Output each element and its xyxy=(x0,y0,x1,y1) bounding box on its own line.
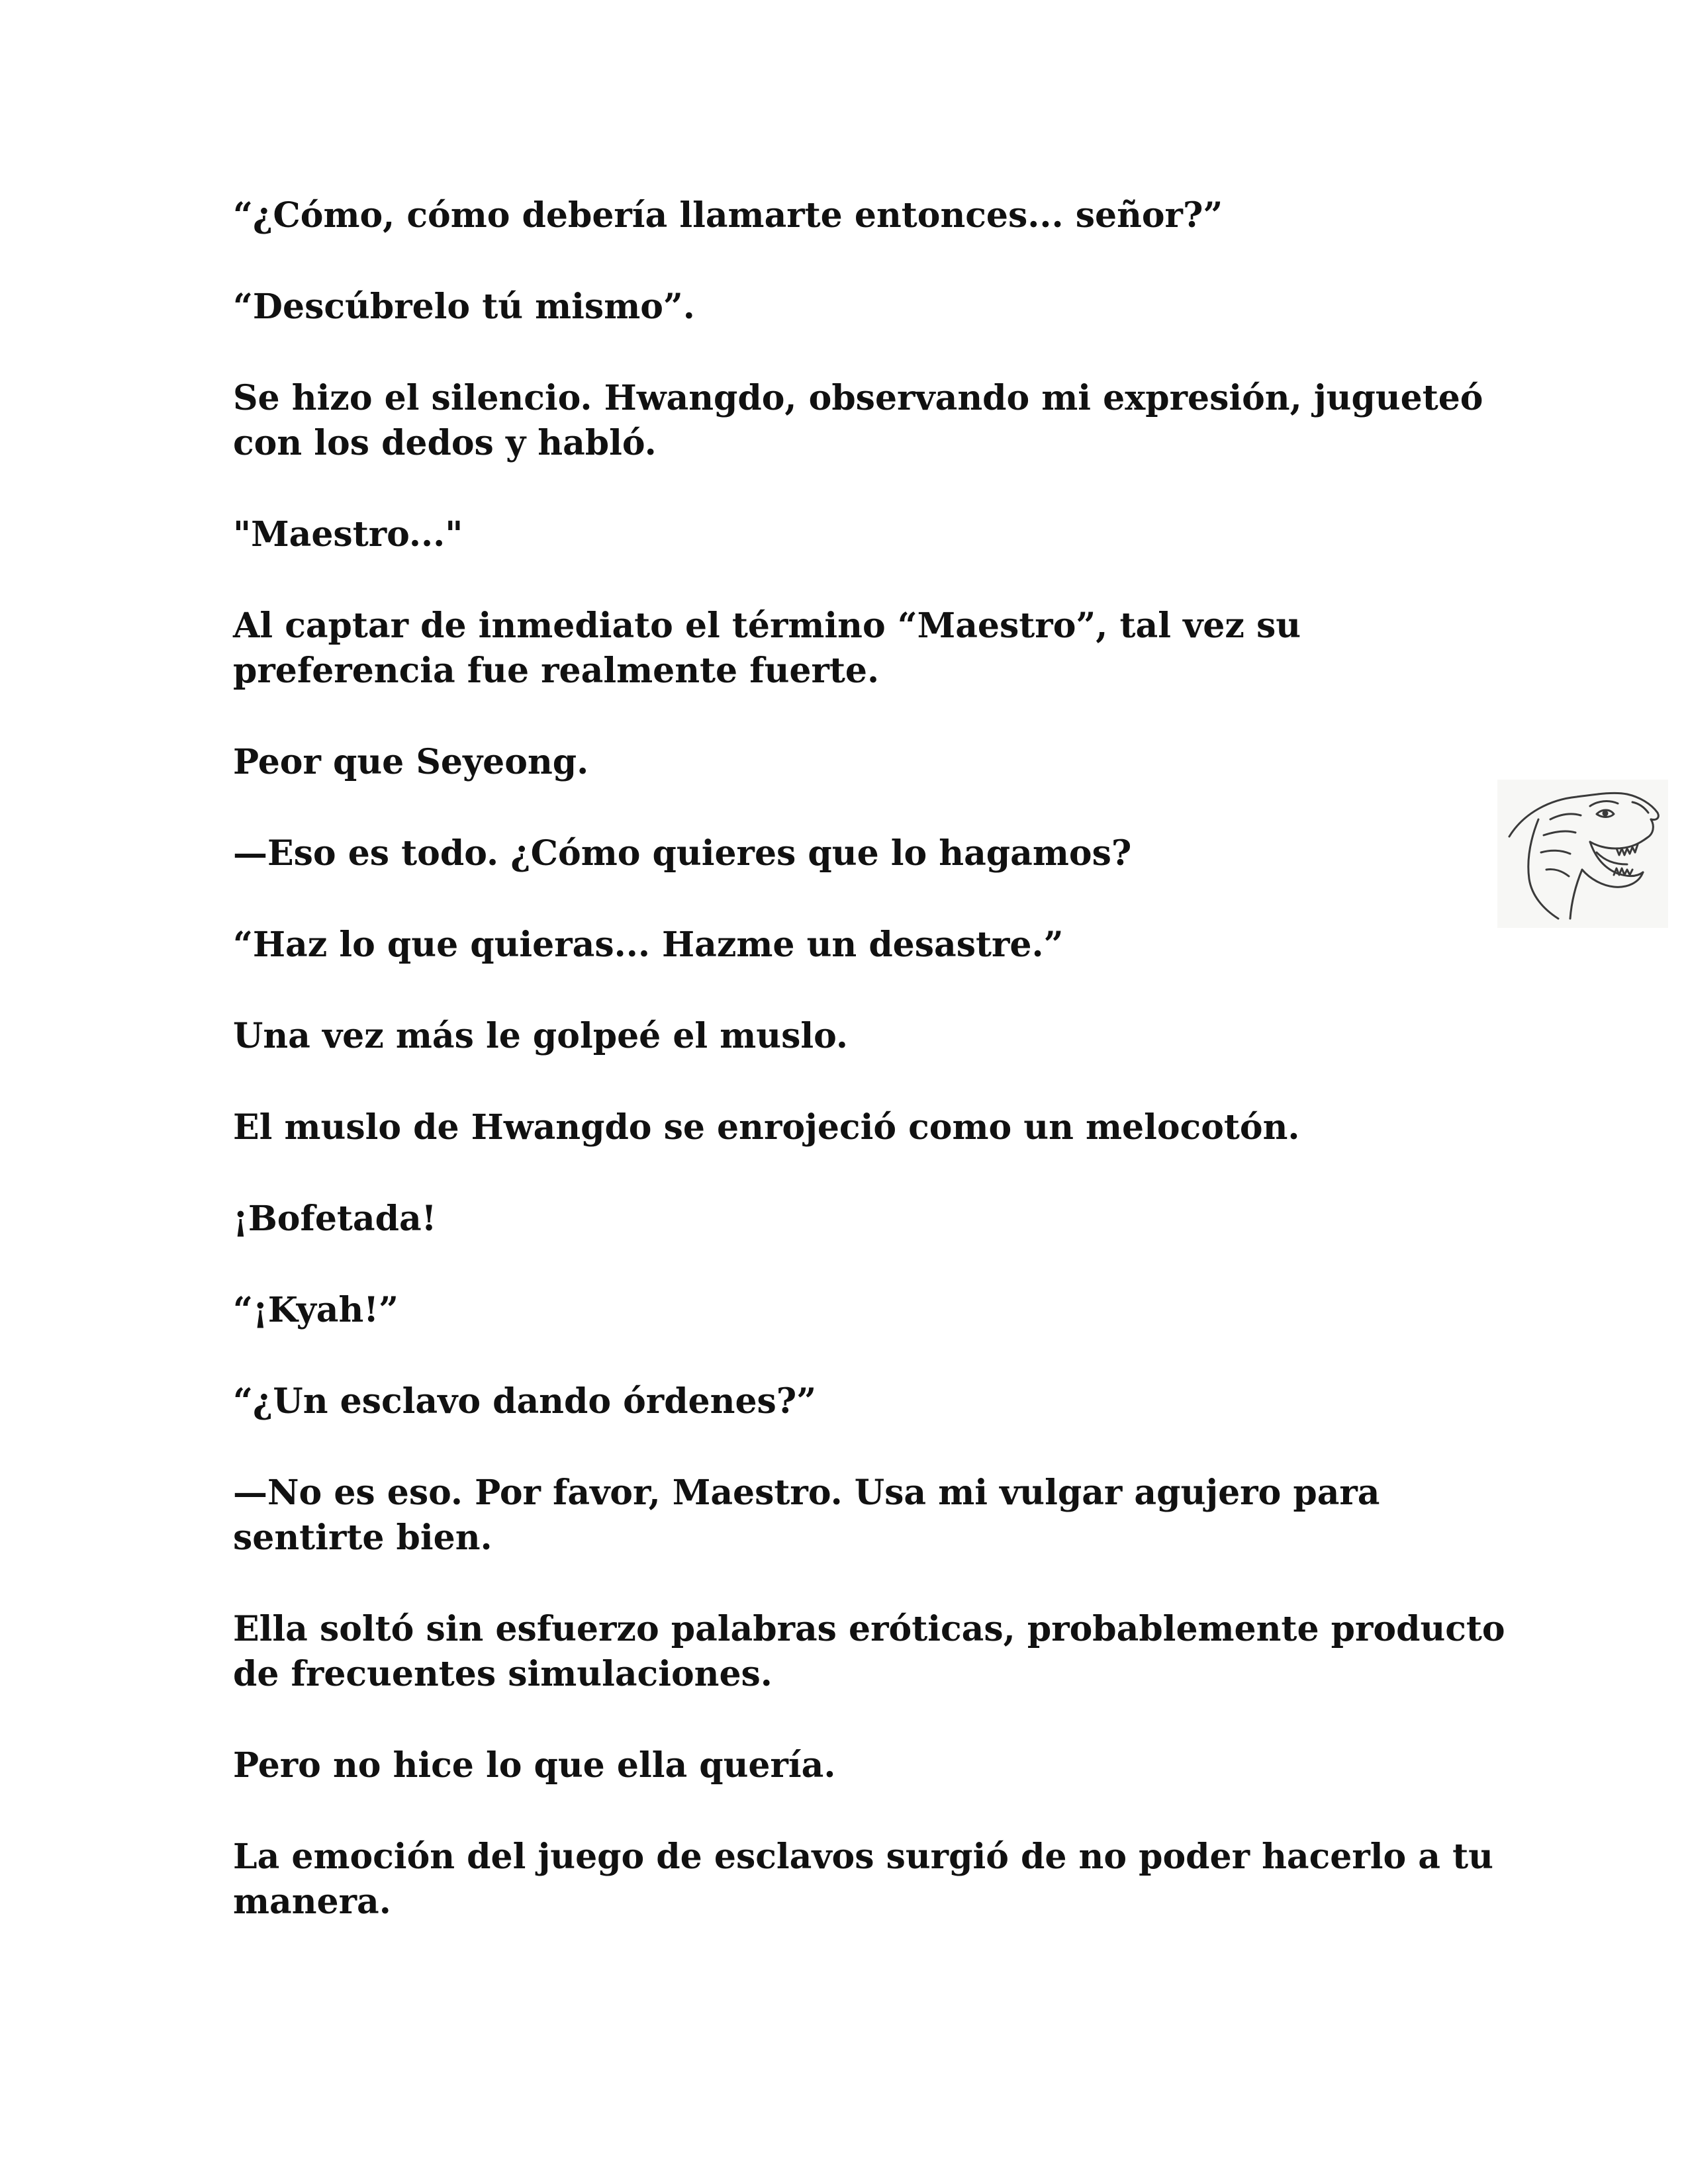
paragraph: —No es eso. Por favor, Maestro. Usa mi vulgar agujero para sentirte bien. xyxy=(233,1473,1380,1558)
body-text xyxy=(233,193,1530,1971)
paragraph: Ella soltó sin esfuerzo palabras eróticas, probablemente producto de frecuentes simulaciones. xyxy=(233,1609,1505,1694)
paragraph: Al captar de inmediato el término “Maestro”, tal vez su preferencia fue realmente fuerte. xyxy=(233,606,1301,691)
paragraph: ¡Bofetada! xyxy=(233,1199,437,1239)
paragraph: "Maestro..." xyxy=(233,514,463,555)
paragraph: “¿Un esclavo dando órdenes?” xyxy=(233,1381,817,1422)
paragraph: El muslo de Hwangdo se enrojeció como un melocotón. xyxy=(233,1107,1300,1148)
paragraph: “Descúbrelo tú mismo”. xyxy=(233,287,695,327)
paragraph: “¡Kyah!” xyxy=(233,1290,399,1330)
paragraph: Pero no hice lo que ella quería. xyxy=(233,1745,836,1786)
dinosaur-head-sketch-icon xyxy=(1497,780,1668,928)
paragraph: —Eso es todo. ¿Cómo quieres que lo hagamos? xyxy=(233,833,1132,874)
paragraph: Una vez más le golpeé el muslo. xyxy=(233,1016,849,1056)
paragraph: Se hizo el silencio. Hwangdo, observando mi expresión, jugueteó con los dedos y habló. xyxy=(233,378,1483,463)
paragraph: La emoción del juego de esclavos surgió de no poder hacerlo a tu manera. xyxy=(233,1837,1493,1922)
paragraph: “¿Cómo, cómo debería llamarte entonces... señor?” xyxy=(233,195,1223,236)
paragraph: “Haz lo que quieras... Hazme un desastre.” xyxy=(233,925,1064,965)
paragraph: Peor que Seyeong. xyxy=(233,742,589,782)
